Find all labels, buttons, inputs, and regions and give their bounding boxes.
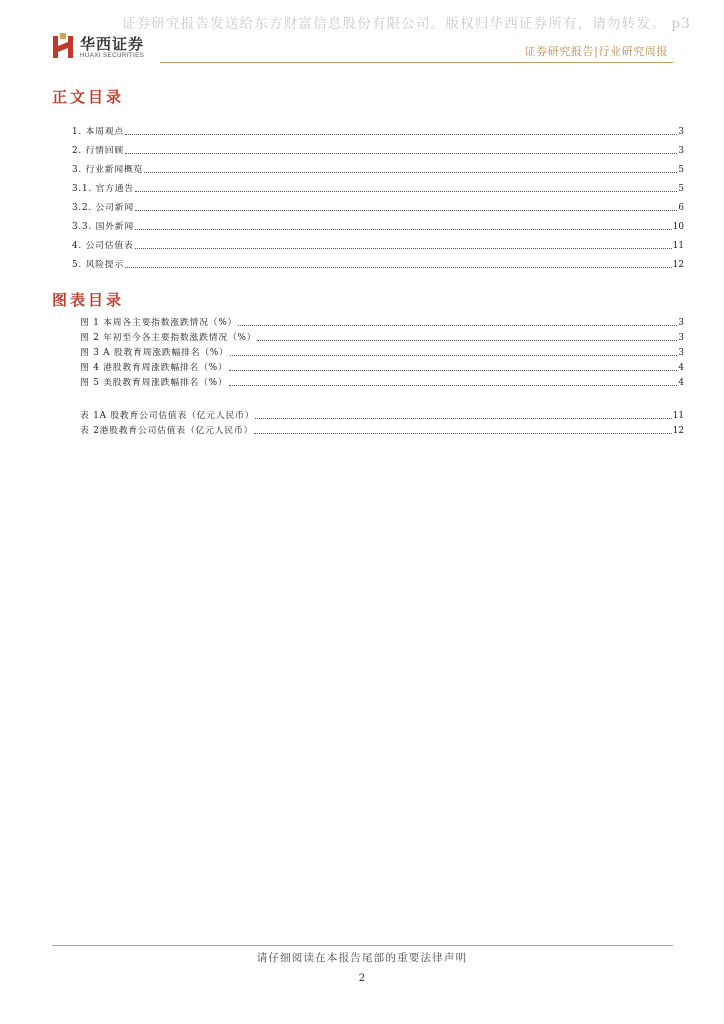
figure-entry[interactable] — [80, 315, 684, 329]
figure-entry[interactable] — [80, 330, 684, 344]
dot-leader — [135, 248, 672, 249]
dot-leader — [125, 267, 672, 268]
dot-leader — [135, 229, 672, 230]
figure-entry-label: 图 4 港股教育周涨跌幅排名（%） — [80, 363, 228, 373]
table-entry[interactable] — [80, 408, 684, 422]
dot-leader — [125, 134, 677, 135]
dot-leader — [144, 172, 677, 173]
figure-entry[interactable] — [80, 375, 684, 389]
table-entry-label: 表 1A 股教育公司估值表（亿元人民币） — [80, 411, 255, 421]
table-entry[interactable] — [80, 423, 684, 437]
figure-entry-label: 图 3 A 股教育周涨跌幅排名（%） — [80, 348, 229, 358]
dot-leader — [230, 355, 678, 356]
dot-leader — [135, 191, 677, 192]
logo-name-en: HUAXI SECURITIES — [80, 52, 145, 59]
toc-entry[interactable] — [72, 162, 684, 176]
dot-leader — [254, 433, 672, 434]
table-entry-label: 表 2港股教育公司估值表（亿元人民币） — [80, 426, 254, 436]
toc-entry-page: 11 — [672, 241, 684, 251]
figure-entry-label: 图 1 本周各主要指数涨跌情况（%） — [80, 318, 238, 328]
footer-divider — [52, 945, 673, 946]
dot-leader — [135, 210, 677, 211]
toc-entry[interactable] — [72, 257, 684, 271]
toc-entry-label: 3.3. 国外新闻 — [72, 222, 134, 232]
toc-entry-page: 12 — [672, 260, 684, 270]
figure-entry-page: 4 — [678, 378, 684, 388]
dot-leader — [229, 385, 678, 386]
dot-leader — [125, 153, 677, 154]
figure-entry-page: 3 — [678, 348, 684, 358]
dot-leader — [255, 418, 672, 419]
toc-title: 正文目录 — [52, 88, 125, 106]
figure-entry-label: 图 5 美股教育周涨跌幅排名（%） — [80, 378, 228, 388]
header-divider — [160, 62, 673, 63]
report-type-label: 证券研究报告|行业研究周报 — [524, 45, 668, 58]
dot-leader — [238, 325, 677, 326]
toc-entry-label: 5. 风险提示 — [72, 260, 124, 270]
page-number: 2 — [358, 972, 366, 984]
legal-disclaimer-note: 请仔细阅读在本报告尾部的重要法律声明 — [256, 952, 468, 964]
dot-leader — [257, 340, 677, 341]
toc-entry-label: 3. 行业新闻概览 — [72, 165, 144, 175]
toc-entry-page: 3 — [678, 127, 684, 137]
figure-entry-page: 3 — [678, 318, 684, 328]
toc-entry-page: 5 — [678, 165, 684, 175]
toc-entry[interactable] — [72, 181, 684, 195]
dot-leader — [229, 370, 678, 371]
toc-entry-label: 1. 本周观点 — [72, 127, 124, 137]
toc-entry-label: 3.1. 官方通告 — [72, 184, 134, 194]
toc-entry-label: 2. 行情回顾 — [72, 146, 124, 156]
watermark: 证券研究报告发送给东方财富信息股份有限公司。版权归华西证券所有，请勿转发。 p3 — [122, 16, 692, 32]
toc-entry-page: 6 — [678, 203, 684, 213]
toc-entry[interactable] — [72, 124, 684, 138]
figure-entry-page: 3 — [678, 333, 684, 343]
figure-entry[interactable] — [80, 345, 684, 359]
toc-entry-page: 10 — [672, 222, 684, 232]
logo-name-cn: 华西证券 — [80, 35, 145, 53]
toc-entry-label: 3.2. 公司新闻 — [72, 203, 134, 213]
table-entry-page: 12 — [672, 426, 684, 436]
toc-entry[interactable] — [72, 200, 684, 214]
figure-entry[interactable] — [80, 360, 684, 374]
figure-entry-page: 4 — [678, 363, 684, 373]
toc-entry-page: 5 — [678, 184, 684, 194]
huaxi-logo-icon — [52, 33, 74, 59]
toc-entry-page: 3 — [678, 146, 684, 156]
toc-entry[interactable] — [72, 143, 684, 157]
table-entry-page: 11 — [672, 411, 684, 421]
toc-entry[interactable] — [72, 219, 684, 233]
toc-entry[interactable] — [72, 238, 684, 252]
figure-entry-label: 图 2 年初至今各主要指数涨跌情况（%） — [80, 333, 257, 343]
toc-entry-label: 4. 公司估值表 — [72, 241, 134, 251]
figure-list-title: 图表目录 — [52, 291, 125, 309]
